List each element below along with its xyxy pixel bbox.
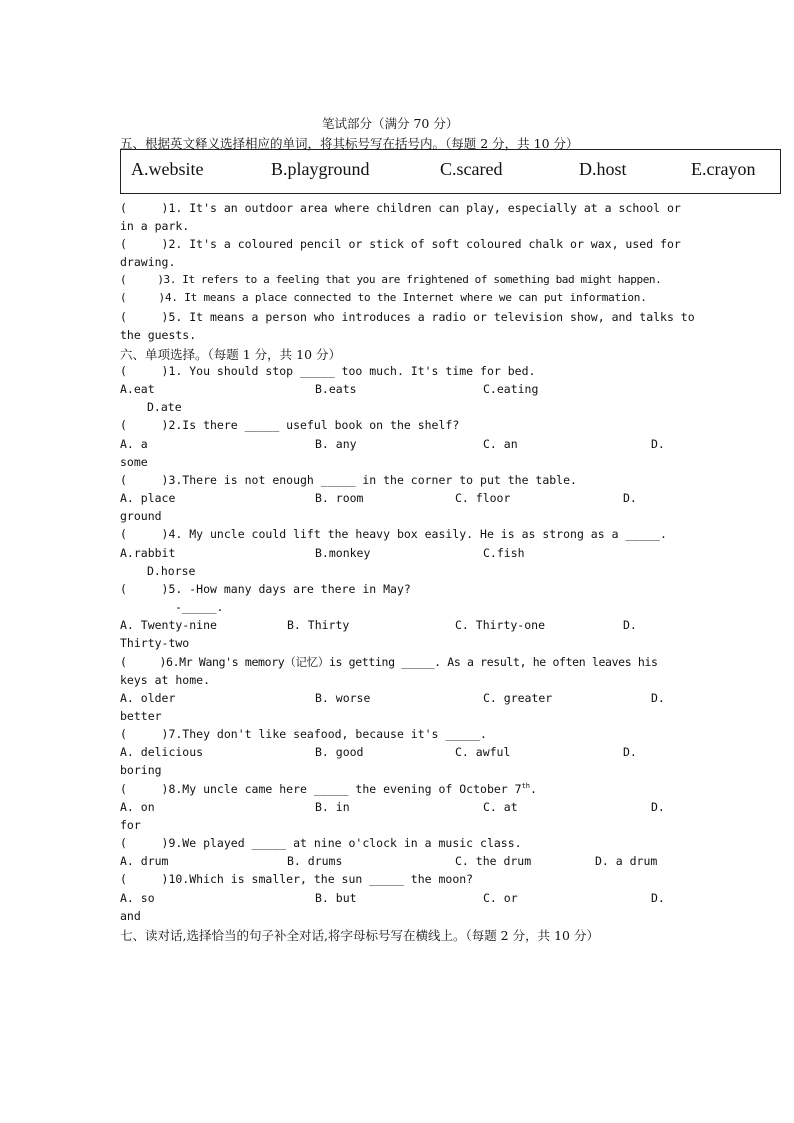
s6-q1-stem: ( )1. You should stop _____ too much. It's time for bed. [120, 364, 536, 378]
s6-q6-stem-cont: keys at home. [120, 673, 211, 687]
s6-q3-option-a: A. place [120, 491, 176, 505]
s6-q10-option-a: A. so [120, 891, 155, 905]
s6-q7-option-c: C. awful [455, 745, 511, 759]
s6-q8-option-c: C. at [483, 800, 518, 814]
s6-q8-stem-sup: th [521, 782, 531, 791]
s6-q5-option-c: C. Thirty-one [455, 618, 546, 632]
s6-q5-stem-reply: -_____. [175, 600, 224, 614]
s6-q5-option-d-label: D. [623, 618, 637, 632]
s6-q9-stem: ( )9.We played _____ at nine o'clock in a music class. [120, 836, 522, 850]
s6-q5-option-b: B. Thirty [287, 618, 350, 632]
s6-q9-option-d: D. a drum [595, 854, 658, 868]
paper-title: 笔试部分（满分 70 分） [322, 116, 459, 131]
s5-q5-line1: ( )5. It means a person who introduces a radio or television show, and talks to [120, 310, 695, 324]
s6-q1-option-c: C.eating [483, 382, 539, 396]
s5-q5-line2: the guests. [120, 328, 197, 342]
s6-q2-option-d-label: D. [651, 437, 665, 451]
s6-q4-stem: ( )4. My uncle could lift the heavy box easily. He is as strong as a _____. [120, 527, 667, 541]
s6-q10-option-c: C. or [483, 891, 518, 905]
s6-q7-option-b: B. good [315, 745, 364, 759]
s6-q8-option-b: B. in [315, 800, 350, 814]
s6-q7-stem: ( )7.They don't like seafood, because it's _____. [120, 727, 487, 741]
s6-q10-stem: ( )10.Which is smaller, the sun _____ the moon? [120, 872, 474, 886]
s5-q2-line1: ( )2. It's a coloured pencil or stick of soft coloured chalk or wax, used for [120, 237, 681, 251]
s6-q7-option-d-text: boring [120, 763, 162, 777]
s6-q7-option-d-label: D. [623, 745, 637, 759]
s6-q6-option-a: A. older [120, 691, 176, 705]
word-option-c: C.scared [440, 159, 503, 179]
s6-q4-option-d: D.horse [147, 564, 196, 578]
word-bank-box [120, 149, 781, 194]
word-option-e: E.crayon [691, 159, 756, 179]
section5-heading: 五、根据英文释义选择相应的单词，将其标号写在括号内。（每题 2 分，共 10 分） [120, 136, 579, 151]
s6-q9-option-b: B. drums [287, 854, 343, 868]
s6-q6-stem: ( )6.Mr Wang's memory（记忆）is getting _____. As a result, he often leaves his [120, 655, 658, 669]
s5-q4-line1: ( )4. It means a place connected to the Internet where we can put information. [120, 291, 647, 304]
section6-heading: 六、单项选择。（每题 1 分，共 10 分） [120, 347, 342, 362]
word-option-a: A.website [131, 159, 204, 179]
s6-q4-option-a: A.rabbit [120, 546, 176, 560]
s6-q8-option-d-text: for [120, 818, 141, 832]
s6-q9-option-a: A. drum [120, 854, 169, 868]
s6-q8-option-d-label: D. [651, 800, 665, 814]
s6-q6-option-c: C. greater [483, 691, 553, 705]
section7-heading: 七、读对话,选择恰当的句子补全对话,将字母标号写在横线上。（每题 2 分，共 10 分） [120, 928, 599, 943]
s6-q6-option-d-text: better [120, 709, 162, 723]
s6-q5-option-a: A. Twenty-nine [120, 618, 217, 632]
s6-q8-stem-end: . [530, 782, 537, 796]
s5-q2-line2: drawing. [120, 255, 176, 269]
s6-q2-option-a: A. a [120, 437, 148, 451]
s6-q2-option-b: B. any [315, 437, 357, 451]
s6-q4-option-c: C.fish [483, 546, 525, 560]
s6-q5-option-d-text: Thirty-two [120, 636, 190, 650]
s6-q7-option-a: A. delicious [120, 745, 204, 759]
s6-q1-option-d: D.ate [147, 400, 182, 414]
s6-q2-option-d-text: some [120, 455, 148, 469]
s6-q4-option-b: B.monkey [315, 546, 371, 560]
s6-q2-option-c: C. an [483, 437, 518, 451]
s6-q1-option-b: B.eats [315, 382, 357, 396]
s5-q1-line1: ( )1. It's an outdoor area where children can play, especially at a school or [120, 201, 681, 215]
s5-q1-line2: in a park. [120, 219, 190, 233]
s6-q3-option-d-text: ground [120, 509, 162, 523]
s6-q6-option-b: B. worse [315, 691, 371, 705]
s6-q8-stem [120, 782, 537, 796]
s6-q5-stem: ( )5. -How many days are there in May? [120, 582, 411, 596]
s6-q8-stem-text: ( )8.My uncle came here _____ the evening of October 7 [120, 782, 522, 796]
s6-q3-option-d-label: D. [623, 491, 637, 505]
word-option-d: D.host [579, 159, 627, 179]
s6-q3-option-b: B. room [315, 491, 364, 505]
s6-q6-option-d-label: D. [651, 691, 665, 705]
s5-q3-line1: ( )3. It refers to a feeling that you are frightened of something bad might happen. [120, 273, 662, 286]
s6-q9-option-c: C. the drum [455, 854, 532, 868]
s6-q10-option-d-label: D. [651, 891, 665, 905]
s6-q10-option-d-text: and [120, 909, 141, 923]
s6-q10-option-b: B. but [315, 891, 357, 905]
s6-q1-option-a: A.eat [120, 382, 155, 396]
word-option-b: B.playground [271, 159, 370, 179]
s6-q8-option-a: A. on [120, 800, 155, 814]
s6-q3-option-c: C. floor [455, 491, 511, 505]
s6-q3-stem: ( )3.There is not enough _____ in the corner to put the table. [120, 473, 577, 487]
s6-q2-stem: ( )2.Is there _____ useful book on the shelf? [120, 418, 460, 432]
